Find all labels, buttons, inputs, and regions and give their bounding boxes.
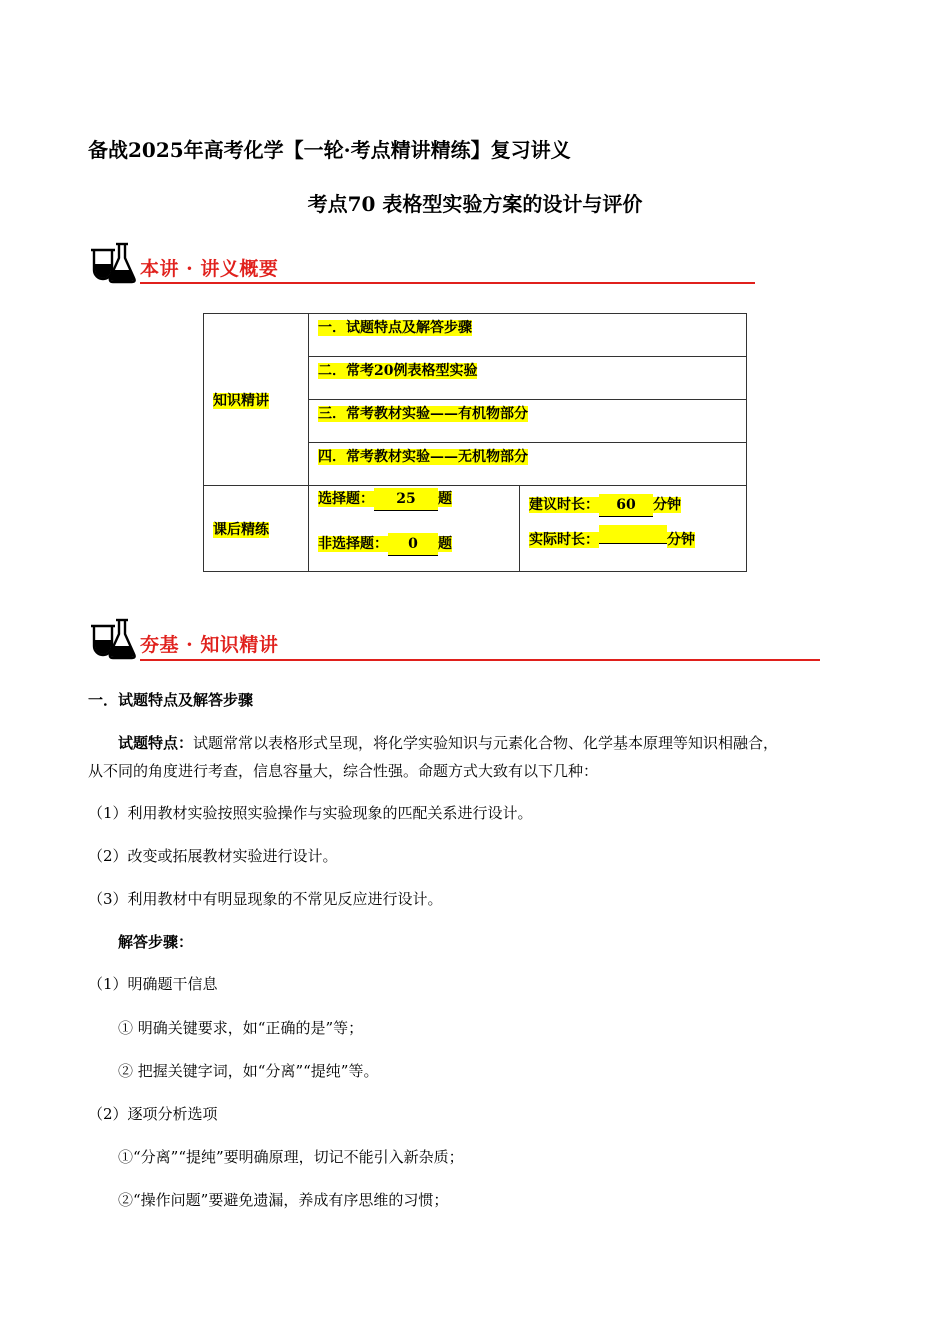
toc-item-1: 一．试题特点及解答步骤 [318,320,472,336]
actual-time-value[interactable] [599,525,667,544]
list-item: ②“操作问题”要避免遗漏，养成有序思维的习惯； [118,1191,449,1209]
toc-item [309,443,747,486]
list-item: ① 明确关键要求，如“正确的是”等； [118,1019,364,1037]
time-cell [520,486,747,572]
question-unit: 题 [438,491,452,507]
section-title: 夯基 · 知识精讲 [140,634,279,656]
feature-text-cont: 从不同的角度进行考查，信息容量大，综合性强。命题方式大致有以下几种： [88,762,599,780]
question-count-cell [309,486,520,572]
suggest-time-label: 建议时长： [529,497,599,513]
list-item: ② 把握关键字词，如“分离”“提纯”等。 [118,1062,379,1080]
list-item: （2）改变或拓展教材实验进行设计。 [88,847,338,865]
toc-item-4: 四．常考教材实验——无机物部分 [318,449,528,465]
actual-time-label: 实际时长： [529,532,599,548]
knowledge-label-cell [204,314,309,486]
list-item: （1）利用教材实验按照实验操作与实验现象的匹配关系进行设计。 [88,804,533,822]
section-title: 本讲 · 讲义概要 [140,258,279,280]
suggest-time-value: 60 [599,494,653,517]
section-divider [140,282,755,284]
toc-item [309,314,747,357]
feature-paragraph [118,733,778,753]
step-heading: （1）明确题干信息 [88,975,218,993]
nonchoice-value: 0 [388,533,438,556]
time-unit: 分钟 [667,532,695,548]
step-heading: （2）逐项分析选项 [88,1105,218,1123]
feature-label: 试题特点： [118,734,194,752]
overview-table [203,313,747,572]
section-divider [140,659,820,661]
section-header-overview [88,240,758,286]
choice-label: 选择题： [318,491,374,507]
flask-icon [88,616,136,660]
knowledge-label: 知识精讲 [213,392,269,409]
choice-value: 25 [374,488,438,511]
toc-item [309,357,747,400]
topic-title: 考点70 表格型实验方案的设计与评价 [307,192,643,216]
nonchoice-label: 非选择题： [318,536,388,552]
document-title: 备战2025年高考化学【一轮·考点精讲精练】复习讲义 [88,138,571,162]
list-item: （3）利用教材中有明显现象的不常见反应进行设计。 [88,890,443,908]
flask-icon [88,240,136,284]
section-header-knowledge [88,616,823,662]
toc-item-3: 三．常考教材实验——有机物部分 [318,406,528,422]
question-unit: 题 [438,536,452,552]
toc-item [309,400,747,443]
list-item: ①“分离”“提纯”要明确原理，切记不能引入新杂质； [118,1148,464,1166]
feature-text: 试题常常以表格形式呈现，将化学实验知识与元素化合物、化学基本原理等知识相融合， [193,734,779,752]
toc-item-2: 二．常考20例表格型实验 [318,363,478,379]
practice-label-cell [204,486,309,572]
practice-label: 课后精练 [213,521,269,538]
content-heading: 一．试题特点及解答步骤 [88,691,254,709]
steps-label: 解答步骤： [118,933,194,951]
time-unit: 分钟 [653,497,681,513]
